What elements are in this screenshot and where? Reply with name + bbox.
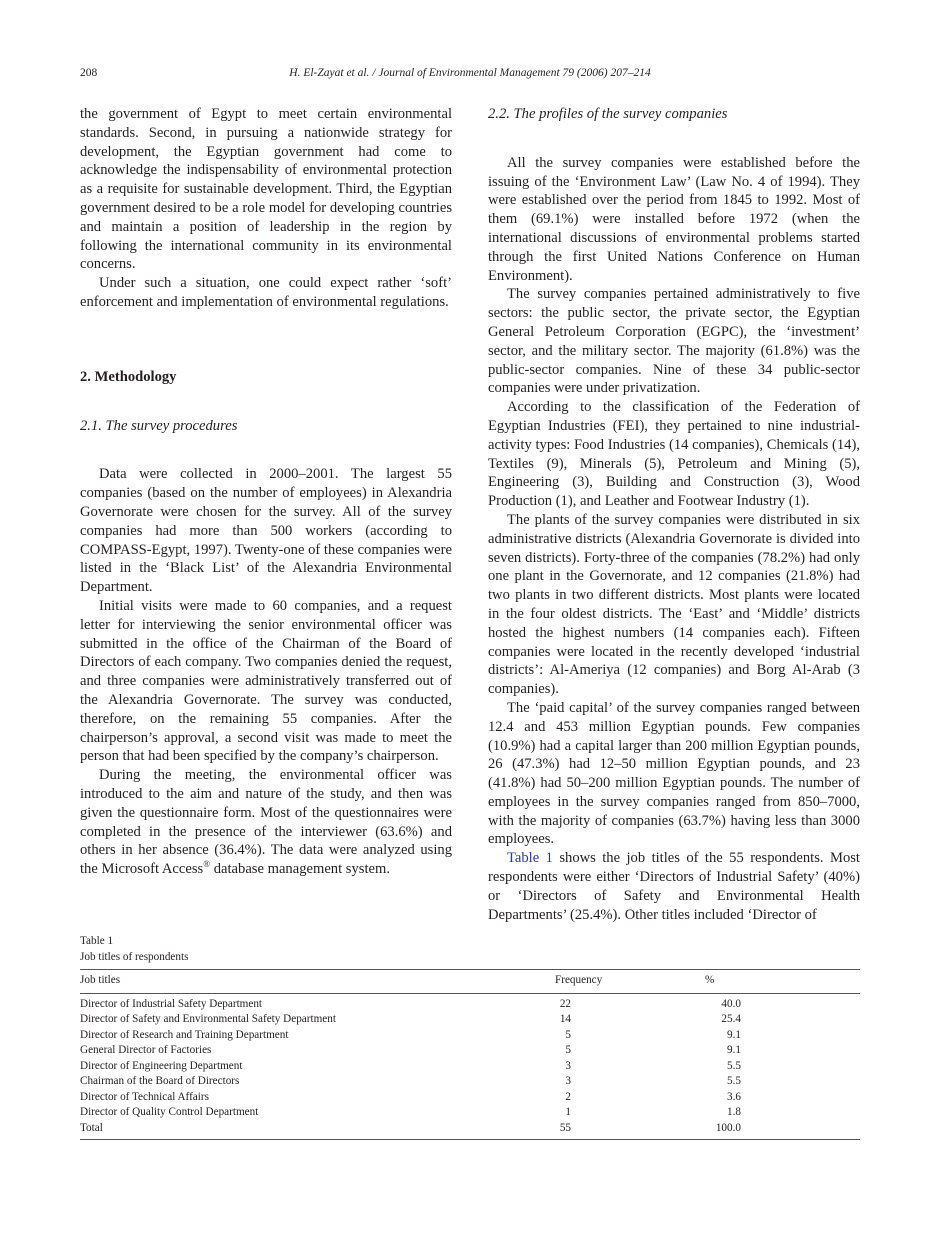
frequency-value: 14: [559, 1013, 571, 1025]
cell-frequency: [555, 1105, 705, 1121]
table-row: [80, 1028, 860, 1044]
paragraph-initial-visits: Initial visits were made to 60 companies, and a request letter for interviewing the senior environmental officer was submitted in the office of the Chairman of the Board of Directors of each company. Two companies denied the request, and three companies were administratively transferred out of the Alexandria Governorate. The survey was conducted, therefore, on the remaining 55 companies. After the chairperson’s approval, a second visit was made to meet the person that had been specified by the company’s chairperson.: [80, 597, 452, 765]
table-row: [80, 1105, 860, 1121]
percent-value: 9.1: [727, 1044, 741, 1056]
paragraph-data-collection: Data were collected in 2000–2001. The largest 55 companies (based on the number of employees) in Alexandria Governorate were chosen for the survey. All of the survey companies had more than 500 workers (according to COMPASS-Egypt, 1997). Twenty-one of these companies were listed in the ‘Black List’ of the Alexandria Environmental Department.: [80, 466, 452, 596]
table-row: [80, 1090, 860, 1106]
left-column: [80, 105, 452, 879]
cell-percent: [705, 1105, 860, 1121]
frequency-value: 2: [565, 1090, 571, 1103]
percent-value: 3.6: [727, 1090, 741, 1103]
paragraph-plants: The plants of the survey companies were distributed in six administrative districts (Alexandria Governorate is divided into seven districts). Forty-three of the companies (78.2%) had only one plant in the Governorate, and 12 companies (21.8%) had two plants in two different districts. Most plants were located in the four oldest districts. The ‘East’ and ‘Middle’ districts hosted the highest numbers (14 companies each). Fifteen companies were located in the recently developed ‘industrial districts’: Al-Ameriya (12 companies) and Borg Al-Arab (3 companies).: [488, 511, 860, 698]
percent-value: 25.4: [721, 1013, 741, 1025]
subsection-heading-survey-procedures: 2.1. The survey procedures: [80, 417, 238, 434]
frequency-value: 55: [559, 1121, 571, 1134]
percent-value: 9.1: [727, 1028, 741, 1041]
cell-job-title: Director of Industrial Safety Department: [80, 997, 263, 1010]
table-row: [80, 1074, 860, 1090]
cell-job-title: General Director of Factories: [80, 1044, 212, 1056]
table-label: Table 1: [80, 935, 114, 947]
table-header-row: [80, 970, 860, 994]
paragraph-intro-continued: the government of Egypt to meet certain environmental standards. Second, in pursuing a nationwide strategy for development, the Egyptian government had come to acknowledge the indispensability of environmental protection as a requisite for sustainable development. Third, the Egyptian government desired to be a role model for developing countries and maintain a position of leadership in the region by following the international community in its environmental concerns.: [80, 106, 452, 273]
cell-percent: [705, 1121, 860, 1140]
percent-value: 5.5: [727, 1075, 741, 1087]
paragraph-sectors: The survey companies pertained administratively to five sectors: the public sector, the private sector, the Egyptian General Petroleum Corporation (EGPC), the ‘investment’ sector, and the military sector. The majority (61.8%) was the public-sector companies. Nine of these 34 public-sector companies were under privatization.: [488, 286, 860, 397]
column-header-percent: %: [705, 974, 715, 986]
frequency-value: 22: [559, 997, 571, 1010]
column-header-job-titles: Job titles: [80, 974, 121, 986]
paragraph-table-reference: [488, 849, 860, 924]
frequency-value: 5: [565, 1044, 571, 1056]
paragraph-meeting-end: database management system.: [210, 861, 390, 878]
cell-frequency: [555, 1090, 705, 1106]
column-header-frequency: Frequency: [555, 974, 603, 986]
paragraph-table-reference-text: shows the job titles of the 55 respondents. Most respondents were either ‘Directors of Industrial Safety’ (40%) or ‘Directors of Safety and Environmental Health Departments’ (25.4%). Other titles included ‘Director of: [488, 850, 860, 923]
registered-mark: ®: [203, 859, 211, 870]
cell-percent: [705, 1074, 860, 1090]
cell-percent: [705, 1028, 860, 1044]
frequency-value: 5: [565, 1028, 571, 1041]
table-1: [80, 934, 860, 1140]
paragraph-fei-classification: According to the classification of the Federation of Egyptian Industries (FEI), they pertained to nine industrial-activity types: Food Industries (14 companies), Chemicals (14), Textiles (9), Minerals (5), Petroleum and Mining (5), Engineering (3), Building and Construction (3), Wood Production (1), and Leather and Footwear Industry (1).: [488, 399, 860, 510]
cell-job-title: Total: [80, 1121, 103, 1134]
cell-job-title: Director of Engineering Department: [80, 1059, 243, 1072]
subsection-heading-company-profiles: 2.2. The profiles of the survey companies: [488, 106, 728, 122]
table-caption: Job titles of respondents: [80, 950, 189, 963]
cell-frequency: [555, 1074, 705, 1090]
table-1-link[interactable]: Table 1: [507, 850, 553, 867]
cell-frequency: [555, 1059, 705, 1075]
paragraph-establishment: All the survey companies were established before the issuing of the ‘Environment Law’ (Law No. 4 of 1994). They were established over the period from 1845 to 1992. Most of them (69.1%) were installed before 1972 (when the international discussions of environmental problems started through the first United Nations Conference on Human Environment).: [488, 154, 860, 284]
frequency-value: 3: [565, 1075, 571, 1087]
table-row: [80, 993, 860, 1012]
cell-frequency: [555, 1028, 705, 1044]
job-titles-table: [80, 969, 860, 1140]
frequency-value: 3: [565, 1059, 571, 1072]
journal-citation: H. El-Zayat et al. / Journal of Environmental Management 79 (2006) 207–214: [289, 67, 651, 79]
paragraph-meeting-text: During the meeting, the environmental officer was introduced to the aim and nature of the study, and then was given the questionnaire form. Most of the questionnaires were completed in the presence of the interviewer (63.6%) and others in her absence (36.4%). The data were analyzed using the Microsoft Access: [80, 767, 452, 878]
right-column: [488, 105, 860, 924]
cell-job-title: Director of Research and Training Department: [80, 1028, 289, 1041]
page-number: 208: [80, 67, 98, 79]
percent-value: 40.0: [721, 997, 741, 1010]
percent-value: 100.0: [715, 1121, 741, 1134]
percent-value: 5.5: [727, 1059, 741, 1072]
table-row: [80, 1043, 860, 1059]
table-row: [80, 1012, 860, 1028]
cell-frequency: [555, 1121, 705, 1140]
cell-percent: [705, 1090, 860, 1106]
cell-job-title: Director of Technical Affairs: [80, 1090, 209, 1103]
cell-percent: [705, 1043, 860, 1059]
cell-job-title: Director of Quality Control Department: [80, 1106, 259, 1118]
paragraph-capital: The ‘paid capital’ of the survey companies ranged between 12.4 and 453 million Egyptian pounds. Few companies (10.9%) had a capital larger than 200 million Egyptian pounds, 26 (47.3%) had 12–50 million Egyptian pounds, and 23 (41.8%) had 50–200 million Egyptian pounds. The number of employees in the survey companies ranged from 850–7000, with the majority of companies (63.7%) having less than 3000 employees.: [488, 699, 860, 848]
cell-frequency: [555, 1043, 705, 1059]
table-row: [80, 1059, 860, 1075]
cell-percent: [705, 993, 860, 1012]
paragraph-soft-enforcement: Under such a situation, one could expect rather ‘soft’ enforcement and implementation of environmental regulations.: [80, 275, 452, 310]
running-header: [80, 67, 860, 83]
section-heading-methodology: 2. Methodology: [80, 368, 177, 385]
paragraph-meeting: [80, 766, 452, 879]
cell-percent: [705, 1059, 860, 1075]
frequency-value: 1: [565, 1106, 571, 1118]
table-row: [80, 1121, 860, 1140]
cell-frequency: [555, 1012, 705, 1028]
cell-frequency: [555, 993, 705, 1012]
percent-value: 1.8: [727, 1106, 741, 1118]
cell-job-title: Director of Safety and Environmental Safety Department: [80, 1013, 336, 1025]
cell-job-title: Chairman of the Board of Directors: [80, 1075, 240, 1087]
cell-percent: [705, 1012, 860, 1028]
